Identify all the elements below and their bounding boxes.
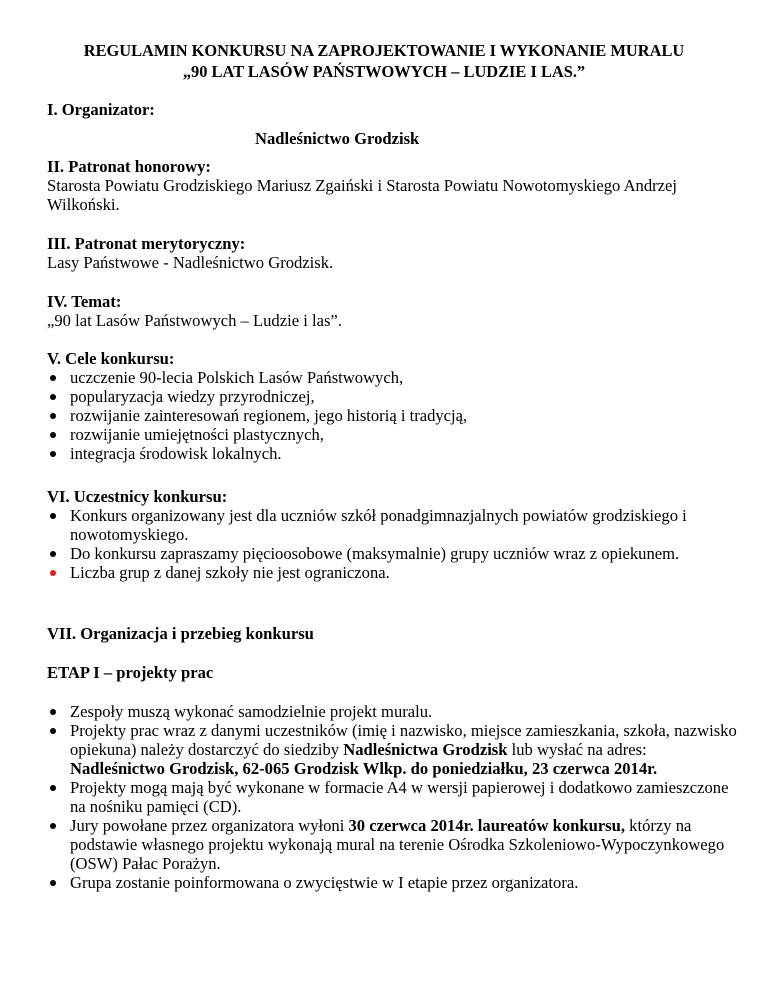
- stage1-list-container: [47, 702, 737, 892]
- list-item: rozwijanie zainteresowań regionem, jego historią i tradycją,: [47, 406, 747, 425]
- section-goals: [47, 349, 747, 463]
- list-item: Liczba grup z danej szkoły nie jest ograniczona.: [47, 563, 687, 582]
- honorary-text: Starosta Powiatu Grodziskiego Mariusz Zgaiński i Starosta Powiatu Nowotomyskiego Andrzej Wilkoński.: [47, 176, 678, 214]
- bullet-icon: [50, 432, 56, 438]
- section-topic: [47, 292, 747, 330]
- bullet-icon: [50, 709, 56, 715]
- section-honorary: [47, 157, 747, 214]
- goals-heading: V. Cele konkursu:: [47, 349, 175, 368]
- section-organization: [47, 624, 747, 643]
- title-line-2: „90 LAT LASÓW PAŃSTWOWYCH – LUDZIE I LAS.”: [182, 62, 586, 81]
- section-substantive: [47, 234, 747, 272]
- bullet-icon: [50, 513, 56, 519]
- organizer-name: Nadleśnictwo Grodzisk: [255, 129, 420, 148]
- organizer-heading: I. Organizator:: [47, 100, 155, 119]
- topic-heading: IV. Temat:: [47, 292, 122, 311]
- bullet-icon: [50, 451, 56, 457]
- list-item: Grupa zostanie poinformowana o zwycięstwie w I etapie przez organizatora.: [47, 873, 737, 892]
- section-stage1: [47, 663, 747, 682]
- substantive-heading: III. Patronat merytoryczny:: [47, 234, 246, 253]
- list-item: uczczenie 90-lecia Polskich Lasów Państwowych,: [47, 368, 747, 387]
- list-item: Konkurs organizowany jest dla uczniów szkół ponadgimnazjalnych powiatów grodziskiego i nowotomyskiego.: [47, 506, 687, 544]
- list-item: popularyzacja wiedzy przyrodniczej,: [47, 387, 747, 406]
- list-item: Do konkursu zapraszamy pięcioosobowe (maksymalnie) grupy uczniów wraz z opiekunem.: [47, 544, 687, 563]
- bullet-icon: [50, 375, 56, 381]
- substantive-text: Lasy Państwowe - Nadleśnictwo Grodzisk.: [47, 253, 334, 272]
- organization-heading: VII. Organizacja i przebieg konkursu: [47, 624, 314, 643]
- list-item: Projekty prac wraz z danymi uczestników (imię i nazwisko, miejsce zamieszkania, szkoła, nazwisko opiekuna) należy dostarczyć do siedziby Nadleśnictwa Grodzisk lub wysłać na adres: Nadleśnictwo Grodzisk, 62-065 Grodzisk Wlkp. do poniedziałku, 23 czerwca 2014r.: [47, 721, 737, 778]
- list-item: Zespoły muszą wykonać samodzielnie projekt muralu.: [47, 702, 737, 721]
- bullet-icon: [50, 823, 56, 829]
- bullet-icon: [50, 551, 56, 557]
- title-line-1: REGULAMIN KONKURSU NA ZAPROJEKTOWANIE I WYKONANIE MURALU: [83, 41, 685, 60]
- stage1-heading: ETAP I – projekty prac: [47, 663, 214, 682]
- participants-heading: VI. Uczestnicy konkursu:: [47, 487, 228, 506]
- participants-list: [47, 506, 687, 582]
- topic-text: „90 lat Lasów Państwowych – Ludzie i las”.: [47, 311, 342, 330]
- list-item: rozwijanie umiejętności plastycznych,: [47, 425, 747, 444]
- section-organizer: [47, 100, 747, 148]
- list-item: Jury powołane przez organizatora wyłoni 30 czerwca 2014r. laureatów konkursu, którzy na podstawie własnego projektu wykonają mural na terenie Ośrodka Szkoleniowo-Wypoczynkowego (OSW) Pałac Porażyn.: [47, 816, 737, 873]
- bullet-icon: [50, 394, 56, 400]
- honorary-heading: II. Patronat honorowy:: [47, 157, 211, 176]
- document-title: [0, 40, 768, 82]
- list-item: integracja środowisk lokalnych.: [47, 444, 747, 463]
- goals-list: [47, 368, 747, 463]
- bullet-icon: [50, 728, 56, 734]
- bullet-icon: [50, 785, 56, 791]
- bullet-icon: [50, 880, 56, 886]
- section-participants: [47, 487, 747, 582]
- bullet-icon: [50, 413, 56, 419]
- list-item: Projekty mogą mają być wykonane w formacie A4 w wersji papierowej i dodatkowo zamieszczone na nośniku pamięci (CD).: [47, 778, 737, 816]
- stage1-list: [47, 702, 737, 892]
- bullet-icon: [50, 570, 56, 576]
